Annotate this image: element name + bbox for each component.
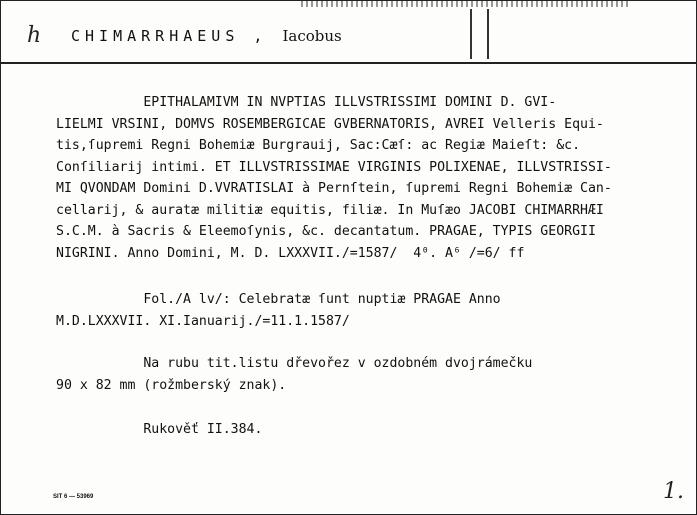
text-line: Conſiliarij intimi. ET ILLVSTRISSIMAE VIRGINIS POLIXENAE, ILLVSTRISSI- bbox=[56, 159, 612, 175]
text-line: EPITHALAMIVM IN NVPTIAS ILLVSTRISSIMI DOMINI D. GVI- bbox=[56, 95, 557, 110]
footer-code: SIT 6 — 53969 bbox=[53, 494, 94, 500]
text-line: MI QVONDAM Domini D.VVRATISLAI à Pernſtein, ſupremi Regni Bohemiæ Can- bbox=[56, 181, 612, 196]
text-line: M.D.LXXXVII. XI.Ianuarij./=11.1.1587/ bbox=[56, 313, 350, 329]
folio-note bbox=[56, 289, 666, 332]
text-line: Na rubu tit.listu dřevořez v ozdobném dvojrámečku bbox=[56, 356, 533, 371]
text-line: S.C.M. à Sacris & Eleemoſynis, &c. decantatum. PRAGAE, TYPIS GEORGII bbox=[56, 224, 596, 239]
title-description bbox=[56, 92, 666, 264]
header-divider bbox=[470, 9, 472, 59]
reference-note bbox=[56, 419, 666, 441]
text-line: cellarij, & auratæ militiæ equitis, filiæ. In Muſæo JACOBI CHIMARRHÆI bbox=[56, 202, 604, 218]
woodcut-note bbox=[56, 353, 666, 396]
text-line: 90 x 82 mm (rožmberský znak). bbox=[56, 377, 287, 393]
scan-noise bbox=[301, 1, 631, 7]
card-number: 1. bbox=[663, 479, 684, 504]
header-rule bbox=[1, 62, 696, 64]
text-line: LIELMI VRSINI, DOMVS ROSEMBERGICAE GVBERNATORIS, AVREI Velleris Equi- bbox=[56, 116, 604, 132]
author-surname: CHIMARRHAEUS , bbox=[71, 27, 268, 45]
corner-mark: h bbox=[27, 23, 42, 48]
text-line: Rukověť II.384. bbox=[56, 422, 263, 437]
text-line: NIGRINI. Anno Domini, M. D. LXXXVII./=1587/ 4⁰. A⁶ /=6/ ff bbox=[56, 245, 525, 261]
text-line: Fol./A lv/: Celebratæ ſunt nuptiæ PRAGAE Anno bbox=[56, 292, 501, 307]
author-heading bbox=[71, 27, 342, 45]
header-divider bbox=[487, 9, 489, 59]
text-line: tis,ſupremi Regni Bohemiæ Burgrauij, Sac:Cæſ: ac Regiæ Maieſt: &c. bbox=[56, 138, 581, 153]
author-given-name: Iacobus bbox=[282, 27, 342, 45]
